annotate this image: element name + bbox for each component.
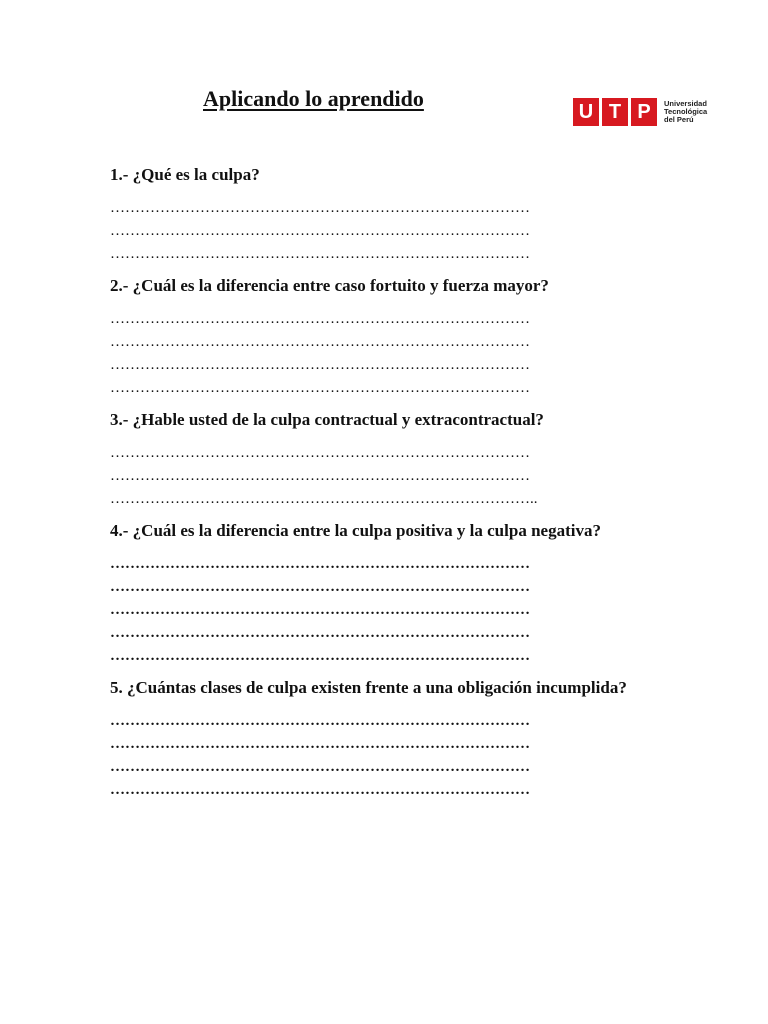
answer-line[interactable]: ………………………………………………………………………… xyxy=(110,759,530,775)
question-5 xyxy=(110,676,650,802)
answer-line[interactable]: ………………………………………………………………………… xyxy=(110,648,530,664)
answer-line[interactable]: ………………………………………………………………………… xyxy=(110,602,530,618)
logo-line-2: Tecnológica xyxy=(664,107,708,116)
page-title: Aplicando lo aprendido xyxy=(203,86,424,111)
question-text: 4.- ¿Cuál es la diferencia entre la culpa positiva y la culpa negativa? xyxy=(110,521,601,540)
answer-line[interactable]: ………………………………………………………………………….. xyxy=(110,491,538,507)
logo-letter-p: P xyxy=(631,98,657,126)
question-text: 2.- ¿Cuál es la diferencia entre caso fortuito y fuerza mayor? xyxy=(110,276,549,295)
question-4 xyxy=(110,519,650,668)
question-text: 1.- ¿Qué es la culpa? xyxy=(110,165,260,184)
answer-line[interactable]: ………………………………………………………………………… xyxy=(110,556,530,572)
utp-logo xyxy=(573,98,707,126)
answer-line[interactable]: ………………………………………………………………………… xyxy=(110,468,530,484)
question-1 xyxy=(110,163,650,266)
answer-line[interactable]: ………………………………………………………………………… xyxy=(110,311,530,327)
answer-line[interactable]: ………………………………………………………………………… xyxy=(110,579,530,595)
question-text: 5. ¿Cuántas clases de culpa existen frente a una obligación incumplida? xyxy=(110,678,627,697)
answer-line[interactable]: ………………………………………………………………………… xyxy=(110,334,530,350)
question-3 xyxy=(110,408,650,511)
logo-letter-t: T xyxy=(602,98,628,126)
answer-line[interactable]: ………………………………………………………………………… xyxy=(110,713,530,729)
logo-line-1: Universidad xyxy=(664,99,707,108)
question-text: 3.- ¿Hable usted de la culpa contractual y extracontractual? xyxy=(110,410,544,429)
question-2 xyxy=(110,274,650,400)
answer-line[interactable]: ………………………………………………………………………… xyxy=(110,357,530,373)
answer-line[interactable]: ………………………………………………………………………… xyxy=(110,625,530,641)
logo-wordmark xyxy=(664,100,707,124)
answer-line[interactable]: ………………………………………………………………………… xyxy=(110,200,530,216)
logo-letter-u: U xyxy=(573,98,599,126)
answer-line[interactable]: ………………………………………………………………………… xyxy=(110,380,530,396)
logo-line-3: del Perú xyxy=(664,115,694,124)
answer-line[interactable]: ………………………………………………………………………… xyxy=(110,736,530,752)
answer-line[interactable]: ………………………………………………………………………… xyxy=(110,445,530,461)
answer-line[interactable]: ………………………………………………………………………… xyxy=(110,223,530,239)
answer-line[interactable]: ………………………………………………………………………… xyxy=(110,782,530,798)
answer-line[interactable]: ………………………………………………………………………… xyxy=(110,246,530,262)
questions-list xyxy=(110,163,650,802)
